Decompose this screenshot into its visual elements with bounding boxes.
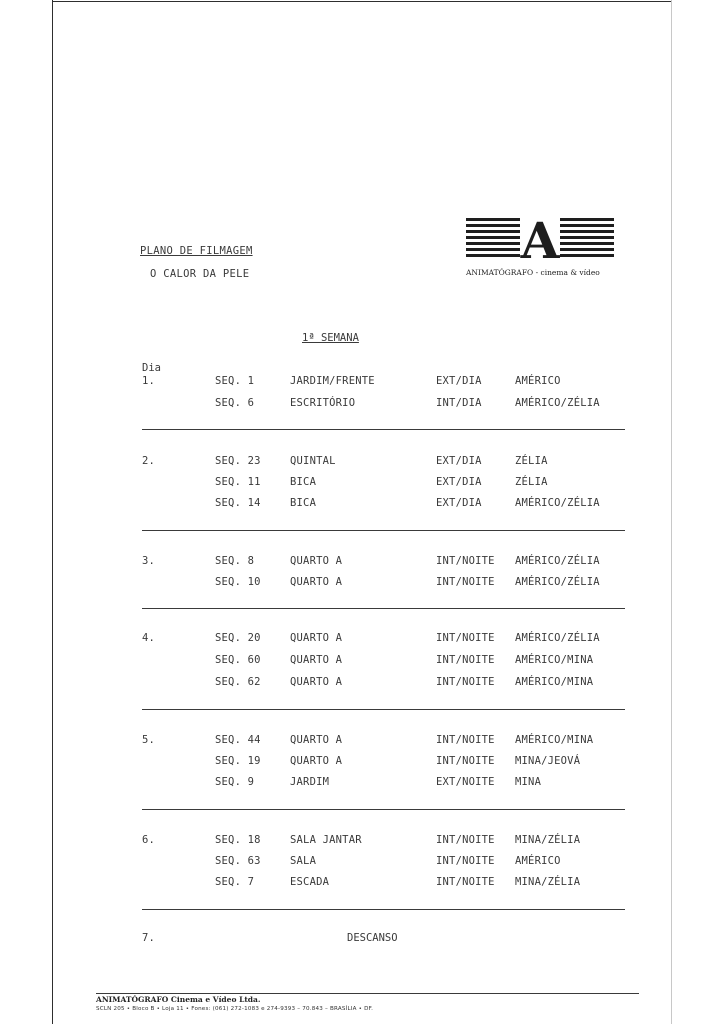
cast: AMÉRICO/MINA [515, 734, 594, 746]
day-divider [142, 429, 625, 430]
sequence: SEQ. 19 [215, 755, 261, 767]
cast: AMÉRICO/MINA [515, 654, 594, 666]
cast: AMÉRICO [515, 855, 561, 867]
time-of-day: INT/NOITE [436, 734, 495, 746]
cast: AMÉRICO [515, 375, 561, 387]
time-of-day: INT/NOITE [436, 555, 495, 567]
location: QUARTO A [290, 654, 343, 666]
location: BICA [290, 497, 317, 509]
sequence: SEQ. 62 [215, 676, 261, 688]
location: JARDIM/FRENTE [290, 375, 375, 387]
sequence: SEQ. 18 [215, 834, 261, 846]
sequence: SEQ. 10 [215, 576, 261, 588]
footer-address: SCLN 205 • Bloco B • Loja 11 • Fones: (061) 272-1083 e 274-9393 – 70.843 – BRASÍLIA • DF. [96, 1006, 374, 1012]
day-column-label: Dia [142, 362, 161, 374]
day-number: 2. [142, 455, 156, 467]
cast: MINA/ZÉLIA [515, 834, 581, 846]
time-of-day: INT/NOITE [436, 876, 495, 888]
time-of-day: EXT/DIA [436, 497, 482, 509]
day-number: 6. [142, 834, 156, 846]
location: QUARTO A [290, 676, 343, 688]
document-title: PLANO DE FILMAGEM [140, 245, 253, 257]
day-number: 5. [142, 734, 156, 746]
location: QUARTO A [290, 734, 343, 746]
location: QUARTO A [290, 755, 343, 767]
day-number: 4. [142, 632, 156, 644]
cast: MINA [515, 776, 542, 788]
sequence: SEQ. 8 [215, 555, 255, 567]
page-top-edge [52, 1, 672, 2]
time-of-day: EXT/DIA [436, 455, 482, 467]
cast: MINA/JEOVÁ [515, 755, 581, 767]
location: QUARTO A [290, 555, 343, 567]
cast: ZÉLIA [515, 455, 548, 467]
day-number: 7. [142, 932, 156, 944]
footer-divider [96, 993, 639, 994]
time-of-day: INT/NOITE [436, 632, 495, 644]
cast: MINA/ZÉLIA [515, 876, 581, 888]
time-of-day: EXT/DIA [436, 375, 482, 387]
time-of-day: INT/NOITE [436, 855, 495, 867]
logo-letter: A [520, 212, 560, 262]
location: SALA [290, 855, 317, 867]
animatografo-logo [466, 212, 614, 262]
location: QUARTO A [290, 632, 343, 644]
time-of-day: EXT/DIA [436, 476, 482, 488]
week-heading: 1ª SEMANA [302, 332, 359, 344]
time-of-day: INT/DIA [436, 397, 482, 409]
page-left-edge [52, 0, 53, 1024]
day-number: 1. [142, 375, 156, 387]
footer-company-name: ANIMATÓGRAFO Cinema e Vídeo Ltda. [96, 995, 261, 1004]
sequence: SEQ. 1 [215, 375, 255, 387]
location: BICA [290, 476, 317, 488]
sequence: SEQ. 44 [215, 734, 261, 746]
cast: AMÉRICO/ZÉLIA [515, 576, 600, 588]
time-of-day: INT/NOITE [436, 654, 495, 666]
location: JARDIM [290, 776, 330, 788]
day-number: 3. [142, 555, 156, 567]
page-right-edge [671, 0, 672, 1024]
location: ESCADA [290, 876, 330, 888]
time-of-day: INT/NOITE [436, 676, 495, 688]
sequence: SEQ. 23 [215, 455, 261, 467]
sequence: SEQ. 7 [215, 876, 255, 888]
cast: AMÉRICO/ZÉLIA [515, 632, 600, 644]
sequence: SEQ. 20 [215, 632, 261, 644]
time-of-day: INT/NOITE [436, 755, 495, 767]
location: SALA JANTAR [290, 834, 362, 846]
sequence: SEQ. 9 [215, 776, 255, 788]
location: ESCRITÓRIO [290, 397, 356, 409]
day-divider [142, 530, 625, 531]
cast: AMÉRICO/ZÉLIA [515, 397, 600, 409]
logo-caption: ANIMATÓGRAFO - cinema & vídeo [466, 268, 600, 277]
document-subtitle: O CALOR DA PELE [150, 268, 250, 280]
sequence: SEQ. 60 [215, 654, 261, 666]
time-of-day: EXT/NOITE [436, 776, 495, 788]
cast: AMÉRICO/ZÉLIA [515, 497, 600, 509]
time-of-day: INT/NOITE [436, 834, 495, 846]
day-divider [142, 709, 625, 710]
sequence: SEQ. 63 [215, 855, 261, 867]
time-of-day: INT/NOITE [436, 576, 495, 588]
location: QUARTO A [290, 576, 343, 588]
rest-day-note: DESCANSO [347, 932, 398, 944]
sequence: SEQ. 6 [215, 397, 255, 409]
cast: ZÉLIA [515, 476, 548, 488]
cast: AMÉRICO/MINA [515, 676, 594, 688]
cast: AMÉRICO/ZÉLIA [515, 555, 600, 567]
day-divider [142, 809, 625, 810]
sequence: SEQ. 11 [215, 476, 261, 488]
day-divider [142, 909, 625, 910]
day-divider [142, 608, 625, 609]
sequence: SEQ. 14 [215, 497, 261, 509]
location: QUINTAL [290, 455, 336, 467]
